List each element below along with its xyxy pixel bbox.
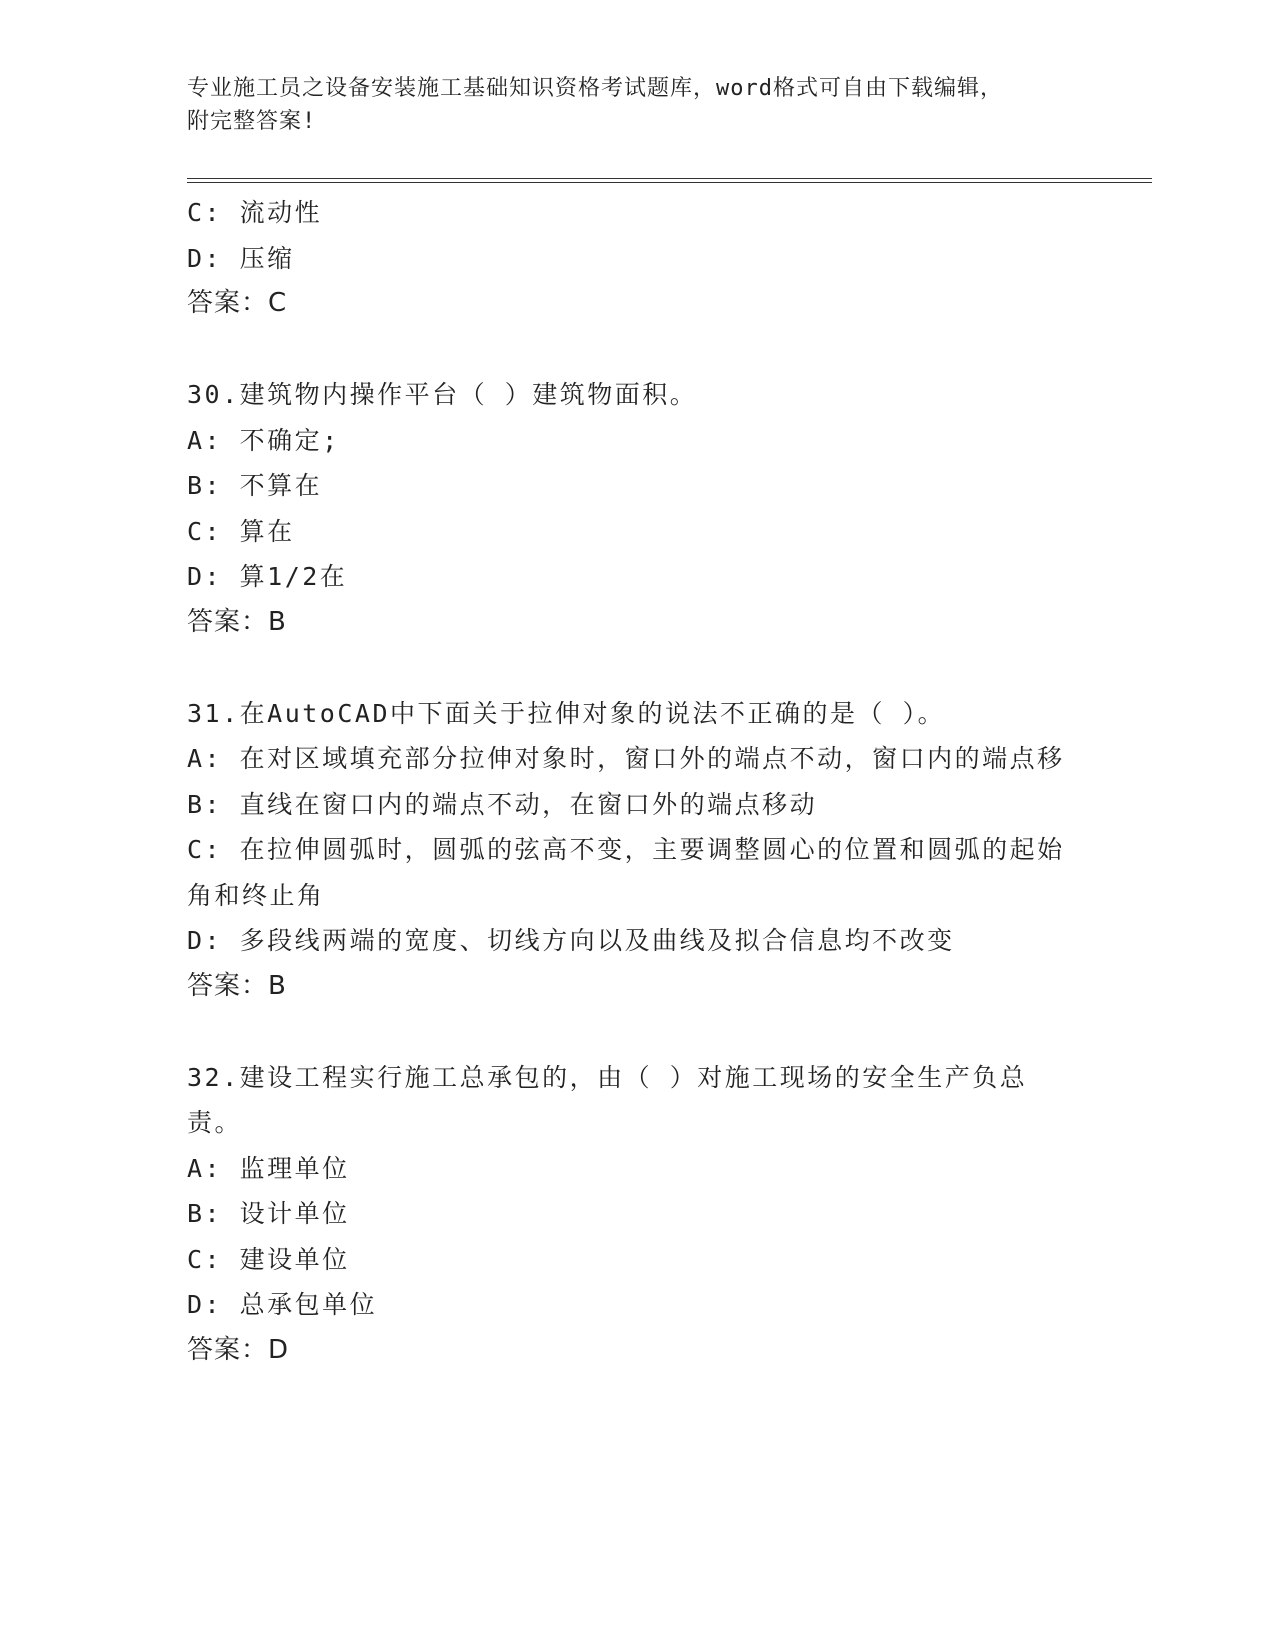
option-c: C: 建设单位 [187,1244,350,1274]
header-divider [187,178,1152,183]
option-d: D: 总承包单位 [187,1290,378,1319]
option-c: C: 算在 [187,516,295,546]
option-b: B: 直线在窗口内的端点不动，在窗口外的端点移动 [187,789,818,819]
spacer [187,327,1077,373]
header-line-2: 附完整答案! [187,109,317,134]
answer-line: 答案：B [187,970,287,1001]
question-block-29 [187,190,1077,327]
question-list [187,190,1077,1373]
spacer [187,1009,1077,1055]
option-d: D: 压缩 [187,243,295,273]
question-block-32 [187,1055,1077,1374]
option-a: A: 监理单位 [187,1153,350,1183]
answer-line: 答案：C [187,288,288,318]
question-block-30 [187,372,1077,645]
option-d: D: 算1/2在 [187,562,348,591]
header-line-1: 专业施工员之设备安装施工基础知识资格考试题库，word格式可自由下载编辑， [187,76,1003,101]
question-block-31 [187,691,1077,1010]
document-header [187,72,1067,138]
option-a: A: 不确定; [187,425,340,455]
question-stem: 32.建设工程实行施工总承包的，由（ ）对施工现场的安全生产负总责。 [187,1062,1028,1137]
option-c: C: 在拉伸圆弧时，圆弧的弦高不变，主要调整圆心的位置和圆弧的起始角和终止角 [187,835,1065,910]
spacer [187,645,1077,691]
question-stem: 31.在AutoCAD中下面关于拉伸对象的说法不正确的是（ ）。 [187,698,946,728]
option-b: B: 设计单位 [187,1199,350,1228]
question-stem: 30.建筑物内操作平台（ ）建筑物面积。 [187,380,698,409]
option-a: A: 在对区域填充部分拉伸对象时，窗口外的端点不动，窗口内的端点移 [187,744,1065,773]
option-c: C: 流动性 [187,198,323,227]
option-b: B: 不算在 [187,471,323,500]
answer-line: 答案：D [187,1334,290,1365]
answer-line: 答案：B [187,606,287,637]
option-d: D: 多段线两端的宽度、切线方向以及曲线及拟合信息均不改变 [187,926,955,955]
